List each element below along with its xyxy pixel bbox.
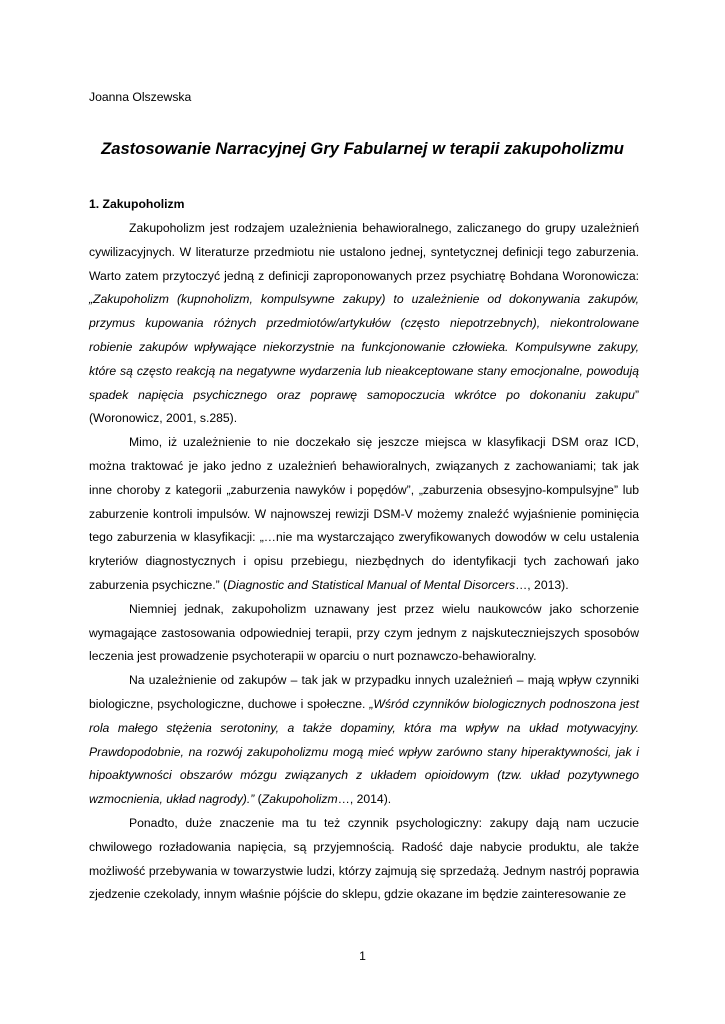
document-title: Zastosowanie Narracyjnej Gry Fabularnej w terapii zakupoholizmu xyxy=(101,139,624,158)
paragraph-4-intro: Na uzależnienie od zakupów – tak jak w przypadku innych uzależnień – mają wpływ czynniki biologiczne, psychologiczne, duchowe i społeczne. xyxy=(89,673,639,711)
paragraph-4-quote: „Wśród czynników biologicznych podnoszona jest rola małego stężenia serotoniny, a także dopaminy, która ma wpływ na układ motywacyjny. Prawdopodobnie, na rozwój zakupoholizmu mogą mieć wpływ zarówno stany hiperaktywności, jak i hipoaktywności obszarów mózgu związanych z układem opioidowym (tzw. układ pozytywnego wzmocnienia, układ nagrody).” xyxy=(89,696,639,807)
section-heading: 1. Zakupoholizm xyxy=(89,197,185,211)
paragraph-1-intro: Zakupoholizm jest rodzajem uzależnienia behawioralnego, zaliczanego do grupy uzależnień cywilizacyjnych. W literaturze przedmiotu nie ustalono jednej, syntetycznej definicji tego zaburzenia. Warto zatem przytoczyć jedną z definicji zaproponowanych przez psychiatrę Bohdana Woronowicza: xyxy=(89,221,639,283)
paragraph-4-citation-close: …, 2014). xyxy=(337,792,392,807)
paragraph-3: Niemniej jednak, zakupoholizm uznawany jest przez wielu naukowców jako schorzenie wymagające zastosowania odpowiedniej terapii, przy czym jednym z najskuteczniejszych sposobów leczenia jest prowadzenie psychoterapii w oparciu o nurt poznawczo-behawioralny. xyxy=(89,601,639,664)
body-text xyxy=(89,217,639,907)
paragraph-4-citation-open: ( xyxy=(254,792,262,807)
paragraph-2-cited-title: Diagnostic and Statistical Manual of Mental Disorcers xyxy=(227,577,516,592)
paragraph-1-citation: ” (Woronowicz, 2001, s.285). xyxy=(89,387,639,426)
paragraph-4-cited-title: Zakupoholizm xyxy=(261,792,338,807)
paragraph-1 xyxy=(89,217,639,431)
paragraph-2 xyxy=(89,431,639,598)
paragraph-2-text: Mimo, iż uzależnienie to nie doczekało się jeszcze miejsca w klasyfikacji DSM oraz ICD, można traktować je jako jedno z uzależnień behawioralnych, związanych z zachowaniami; tak jak inne choroby z kategorii „zaburzenia nawyków i popędów”, „zaburzenia obsesyjno-kompulsyjne” lub zaburzenie kontroli impulsów. W najnowszej rewizji DSM-V możemy znaleźć wyjaśnienie pominięcia tego zaburzenia w klasyfikacji: „…nie ma wystarczająco zweryfikowanych dowodów w celu ustalenia kryteriów diagnostycznych i opisu przebiegu, niezbędnych do identyfikacji tych zachowań jako zaburzenia psychiczne.” ( xyxy=(89,435,639,592)
paragraph-5: Ponadto, duże znaczenie ma tu też czynnik psychologiczny: zakupy dają nam uczucie chwilowego rozładowania napięcia, są przyjemnością. Radość daje nabycie produktu, ale także możliwość przebywania w towarzystwie ludzi, którzy zajmują się sprzedażą. Jednym nastrój poprawia zjedzenie czekolady, innym właśnie pójście do sklepu, gdzie okazane im będzie zainteresowanie ze xyxy=(89,815,639,902)
paragraph-2-citation: …, 2013). xyxy=(515,577,569,592)
paragraph-1-quote: „Zakupoholizm (kupnoholizm, kompulsywne zakupy) to uzależnienie od dokonywania zakupów, przymus kupowania różnych przedmiotów/artykułów (często niepotrzebnych), niekontrolowane robienie zakupów wpływające niekorzystnie na funkcjonowanie człowieka. Kompulsywne zakupy, które są często reakcją na negatywne wydarzenia lub nieakceptowane stany emocjonalne, powodują spadek napięcia psychicznego oraz poprawę samopoczucia wkrótce po dokonaniu zakupu xyxy=(89,292,639,402)
author-name: Joanna Olszewska xyxy=(89,90,192,104)
page-number: 1 xyxy=(359,949,366,963)
paragraph-4 xyxy=(89,669,639,812)
